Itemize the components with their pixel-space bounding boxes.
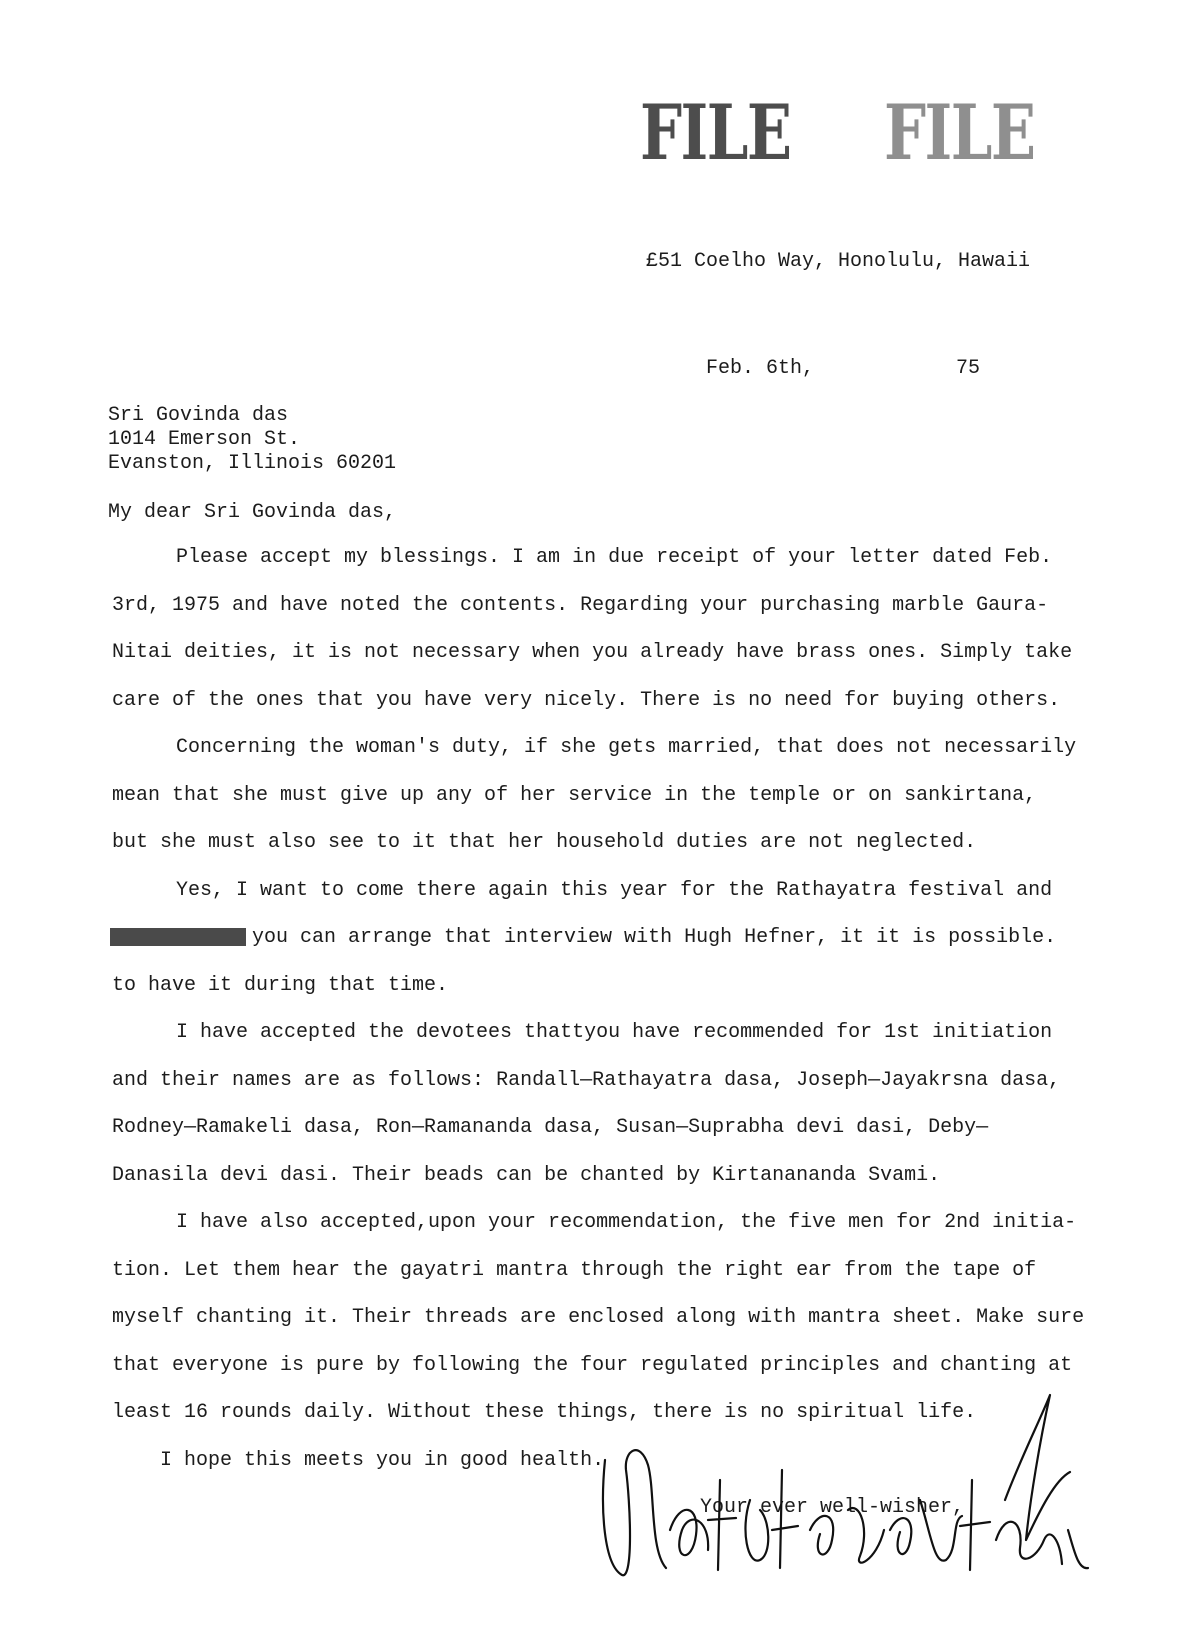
body-line: Danasila devi dasi. Their beads can be chanted by Kirtanananda Svami. [112,1164,941,1187]
body-line: Please accept my blessings. I am in due receipt of your letter dated Feb. [176,546,1053,569]
body-line: 3rd, 1975 and have noted the contents. Regarding your purchasing marble Gaura- [112,594,1049,617]
body-line: care of the ones that you have very nicely. There is no need for buying others. [112,689,1061,712]
sender-address: £51 Coelho Way, Honolulu, Hawaii [646,250,1031,273]
recipient-street: 1014 Emerson St. [108,428,301,451]
body-line: Concerning the woman's duty, if she gets married, that does not necessarily [176,736,1077,759]
body-line: but she must also see to it that her household duties are not neglected. [112,831,977,854]
body-line: that everyone is pure by following the four regulated principles and chanting at [112,1354,1073,1377]
file-stamp-faded: FILE [884,88,1035,177]
salutation: My dear Sri Govinda das, [108,501,397,524]
body-line: and their names are as follows: Randall—Rathayatra dasa, Joseph—Jayakrsna dasa, [112,1069,1061,1092]
file-stamp: FILE [640,88,791,177]
handwritten-signature [600,1380,1100,1590]
body-line: I have accepted the devotees thattyou have recommended for 1st initiation [176,1021,1053,1044]
recipient-name: Sri Govinda das [108,404,289,427]
body-line: I hope this meets you in good health. [160,1449,605,1472]
body-line: you can arrange that interview with Hugh Hefner, it it is possible. [252,926,1057,949]
body-line: Nitai deities, it is not necessary when you already have brass ones. Simply take [112,641,1073,664]
closing: Your ever well-wisher, [700,1496,965,1519]
body-line: I have also accepted,upon your recommendation, the five men for 2nd initia- [176,1211,1077,1234]
body-line: to have it during that time. [112,974,449,997]
recipient-city: Evanston, Illinois 60201 [108,452,397,475]
body-line: Yes, I want to come there again this year for the Rathayatra festival and [176,879,1053,902]
date-year: 75 [956,357,981,380]
body-line: tion. Let them hear the gayatri mantra through the right ear from the tape of [112,1259,1037,1282]
body-line: mean that she must give up any of her service in the temple or on sankirtana, [112,784,1037,807]
date-day: Feb. 6th, [706,357,815,380]
body-line: Rodney—Ramakeli dasa, Ron—Ramananda dasa, Susan—Suprabha devi dasi, Deby— [112,1116,989,1139]
body-line: myself chanting it. Their threads are enclosed along with mantra sheet. Make sure [112,1306,1085,1329]
body-line: least 16 rounds daily. Without these things, there is no spiritual life. [112,1401,977,1424]
strikethrough-overtype [110,928,246,946]
